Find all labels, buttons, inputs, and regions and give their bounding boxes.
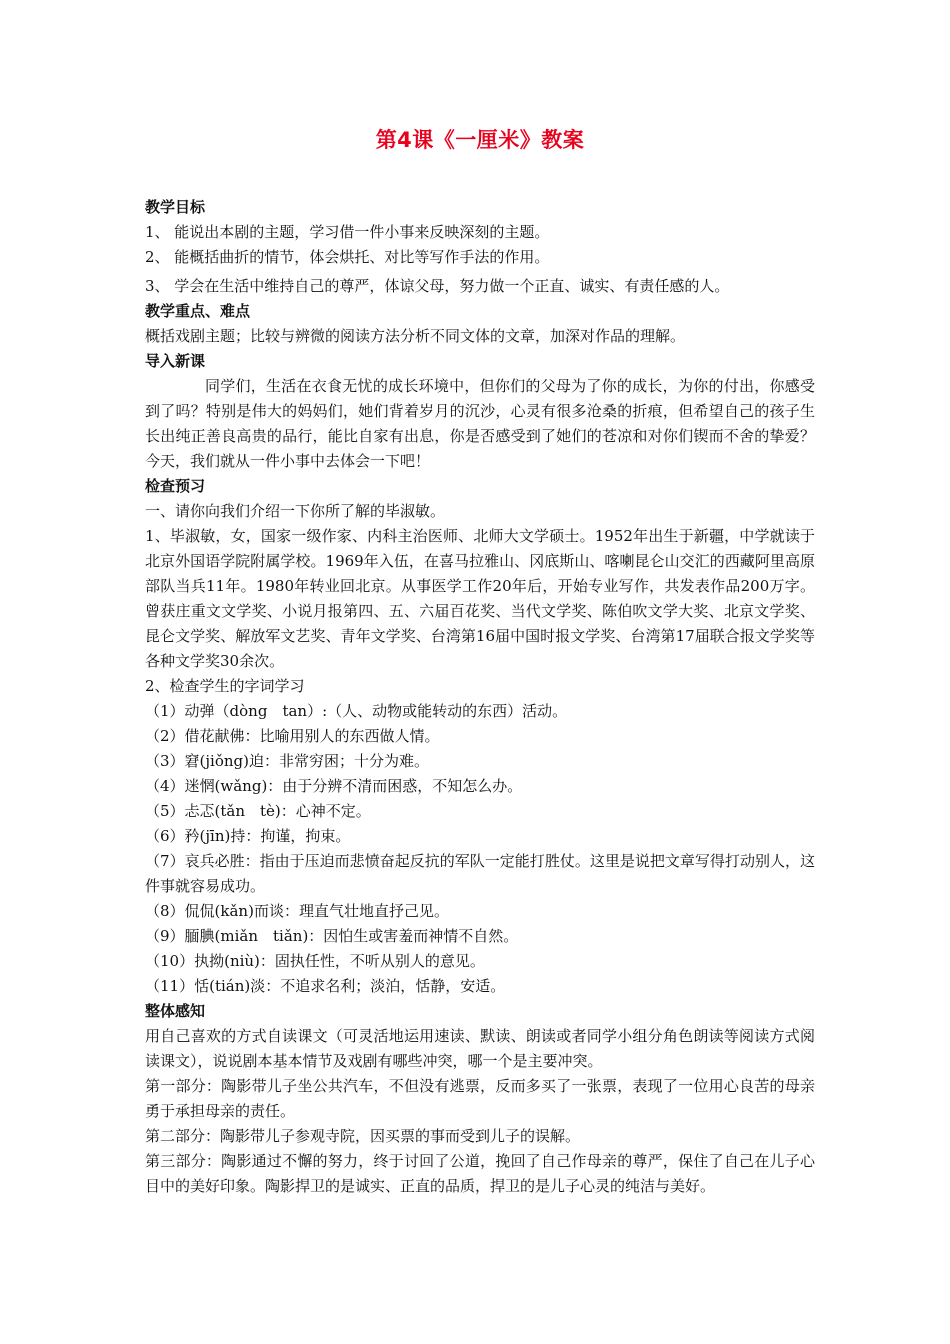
vocab-item: （3）窘(jiǒng)迫：非常穷困；十分为难。 <box>145 752 429 770</box>
introduction-text: 同学们，生活在衣食无忧的成长环境中，但你们的父母为了你的成长，为你的付出，你感受到了吗？特别是伟大的妈妈们，她们背着岁月的沉沙，心灵有很多沧桑的折痕，但希望自己的孩子生长出纯正善良高贵的品行，能比自家有出息，你是否感受到了她们的苍凉和对你们锲而不舍的挚爱？今天，我们就从一件小事中去体会一下吧！ <box>145 377 815 470</box>
vocab-item: （2）借花献佛：比喻用别人的东西做人情。 <box>145 727 440 745</box>
document-title: 第4课《一厘米》教案 <box>375 128 585 152</box>
heading-teaching-goals: 教学目标 <box>145 198 206 216</box>
preview-question-2: 2、检查学生的字词学习 <box>145 677 305 695</box>
vocab-item: （1）动弹（dòng tan）:（人、动物或能转动的东西）活动。 <box>145 702 568 720</box>
document-body <box>145 195 815 1199</box>
vocab-item: （10）执拗(niù)：固执任性，不听从别人的意见。 <box>145 952 485 970</box>
vocab-item: （6）矜(jīn)持：拘谨，拘束。 <box>145 827 351 845</box>
vocab-item: （8）侃侃(kǎn)而谈：理直气壮地直抒己见。 <box>145 902 449 920</box>
overall-text: 用自己喜欢的方式自读课文（可灵活地运用速读、默读、朗读或者同学小组分角色朗读等阅读方式阅读课文），说说剧本基本情节及戏剧有哪些冲突，哪一个是主要冲突。 <box>145 1027 815 1070</box>
heading-key-points: 教学重点、难点 <box>145 302 251 320</box>
preview-question-1: 一、请你向我们介绍一下你所了解的毕淑敏。 <box>145 502 446 520</box>
story-part: 第三部分：陶影通过不懈的努力，终于讨回了公道，挽回了自己作母亲的尊严，保住了自己在儿子心目中的美好印象。陶影捍卫的是诚实、正直的品质，捍卫的是儿子心灵的纯洁与美好。 <box>145 1152 815 1195</box>
vocab-item: （11）恬(tián)淡：不追求名利；淡泊，恬静，安适。 <box>145 977 506 995</box>
goal-item: 2、 能概括曲折的情节，体会烘托、对比等写作手法的作用。 <box>145 248 550 266</box>
vocab-item: （5）忐忑(tǎn tè)：心神不定。 <box>145 802 371 820</box>
author-bio: 1、毕淑敏，女，国家一级作家、内科主治医师、北师大文学硕士。1952年出生于新疆，中学就读于北京外国语学院附属学校。1969年入伍，在喜马拉雅山、冈底斯山、喀喇昆仑山交汇的西藏阿里高原部队当兵11年。1980年转业回北京。从事医学工作20年后，开始专业写作，共发表作品200万字。曾获庄重文文学奖、小说月报第四、五、六届百花奖、当代文学奖、陈伯吹文学大奖、北京文学奖、昆仑文学奖、解放军文艺奖、青年文学奖、台湾第16届中国时报文学奖、台湾第17届联合报文学奖等各种文学奖30余次。 <box>145 527 815 670</box>
story-part: 第一部分：陶影带儿子坐公共汽车，不但没有逃票，反而多买了一张票，表现了一位用心良苦的母亲勇于承担母亲的责任。 <box>145 1077 815 1120</box>
heading-overall-perception: 整体感知 <box>145 1002 206 1020</box>
heading-introduction: 导入新课 <box>145 352 206 370</box>
vocab-item: （4）迷惘(wǎng)：由于分辨不清而困惑，不知怎么办。 <box>145 777 523 795</box>
key-points-text: 概括戏剧主题；比较与辨微的阅读方法分析不同文体的文章，加深对作品的理解。 <box>145 327 686 345</box>
goal-item: 3、 学会在生活中维持自己的尊严，体谅父母，努力做一个正直、诚实、有责任感的人。 <box>145 277 730 295</box>
vocab-item: （9）腼腆(miǎn tiǎn)：因怕生或害羞而神情不自然。 <box>145 927 519 945</box>
goal-item: 1、 能说出本剧的主题，学习借一件小事来反映深刻的主题。 <box>145 223 550 241</box>
heading-preview-check: 检查预习 <box>145 477 206 495</box>
vocab-item: （7）哀兵必胜：指由于压迫而悲愤奋起反抗的军队一定能打胜仗。这里是说把文章写得打动别人，这件事就容易成功。 <box>145 852 815 895</box>
story-part: 第二部分：陶影带儿子参观寺院，因买票的事而受到儿子的误解。 <box>145 1127 581 1145</box>
